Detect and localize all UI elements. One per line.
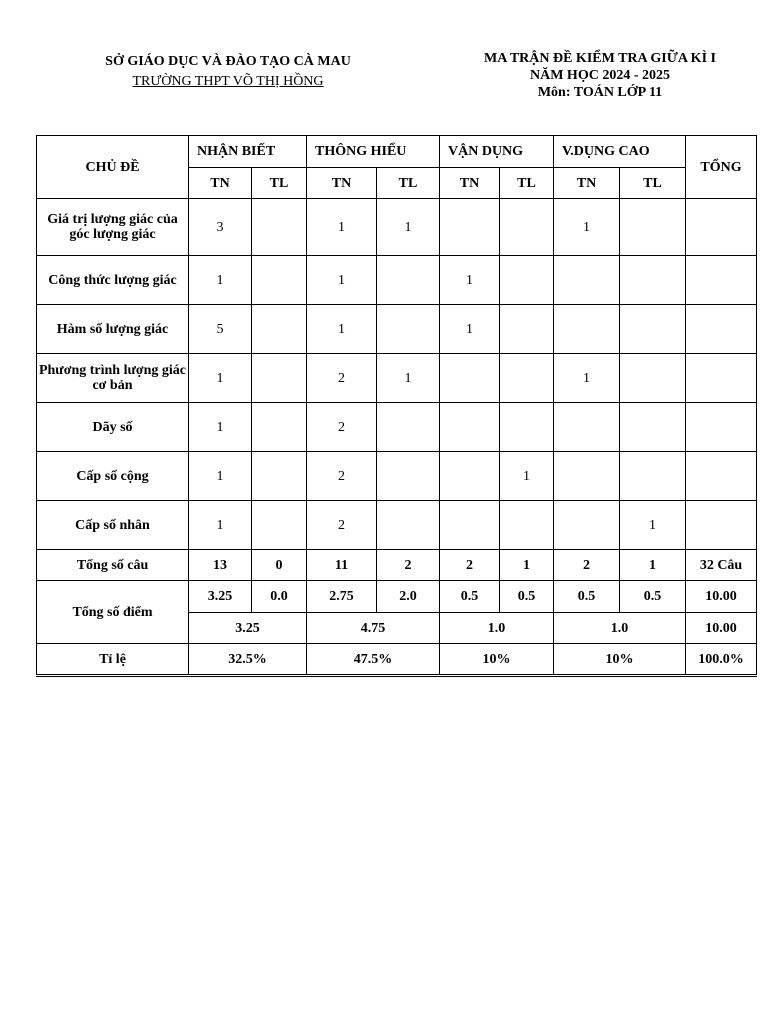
points-merged-cell: 4.75 (307, 613, 440, 644)
level-header-row (37, 136, 757, 168)
count-cell (440, 354, 500, 403)
count-cell (440, 403, 500, 452)
table-row (37, 354, 757, 403)
count-cell (252, 452, 307, 501)
count-cell: 1 (189, 501, 252, 550)
table-row (37, 199, 757, 256)
total-header: TỔNG (686, 136, 757, 199)
points-merged-cell: 1.0 (554, 613, 686, 644)
sub-header-tl: TL (500, 168, 554, 199)
points-cell: 2.75 (307, 581, 377, 613)
count-cell (377, 305, 440, 354)
exam-matrix-table (36, 135, 757, 677)
count-cell: 5 (189, 305, 252, 354)
level-header-application: VẬN DỤNG (440, 136, 554, 168)
count-cell: 1 (189, 256, 252, 305)
table-row (37, 452, 757, 501)
count-cell: 1 (500, 452, 554, 501)
count-cell: 1 (189, 354, 252, 403)
table-row (37, 501, 757, 550)
count-cell (252, 354, 307, 403)
points-cell: 0.5 (440, 581, 500, 613)
count-cell (554, 305, 620, 354)
document-title: MA TRẬN ĐỀ KIỂM TRA GIỮA KÌ I (484, 51, 716, 66)
sub-header-tn: TN (307, 168, 377, 199)
count-cell: 1 (307, 199, 377, 256)
count-cell: 1 (440, 305, 500, 354)
count-cell (620, 256, 686, 305)
total-questions-cell: 2 (440, 550, 500, 581)
header-left (80, 53, 376, 91)
count-cell: 3 (189, 199, 252, 256)
total-questions-cell: 1 (500, 550, 554, 581)
ratio-cell: 10% (554, 644, 686, 676)
count-cell (500, 305, 554, 354)
total-questions-cell: 32 Câu (686, 550, 757, 581)
subject: Môn: TOÁN LỚP 11 (537, 85, 663, 100)
topic-cell: Hàm số lượng giác (37, 305, 189, 354)
points-merged-cell: 3.25 (189, 613, 307, 644)
count-cell: 1 (307, 256, 377, 305)
school-year: NĂM HỌC 2024 - 2025 (530, 68, 670, 83)
count-cell (377, 256, 440, 305)
count-cell (554, 501, 620, 550)
count-cell (554, 256, 620, 305)
total-points-row (37, 581, 757, 613)
total-questions-cell: 2 (554, 550, 620, 581)
total-questions-cell: 1 (620, 550, 686, 581)
count-cell (554, 403, 620, 452)
sub-header-tn: TN (554, 168, 620, 199)
topic-cell: Cấp số nhân (37, 501, 189, 550)
topic-cell: Công thức lượng giác (37, 256, 189, 305)
count-cell (686, 199, 757, 256)
sub-header-tl: TL (620, 168, 686, 199)
points-cell: 0.5 (620, 581, 686, 613)
count-cell: 1 (620, 501, 686, 550)
count-cell (620, 199, 686, 256)
table-row (37, 305, 757, 354)
count-cell: 1 (554, 354, 620, 403)
count-cell (620, 305, 686, 354)
count-cell (377, 403, 440, 452)
count-cell (686, 452, 757, 501)
total-questions-label: Tổng số câu (37, 550, 189, 581)
count-cell: 1 (189, 452, 252, 501)
count-cell (554, 452, 620, 501)
count-cell (440, 452, 500, 501)
count-cell: 2 (307, 501, 377, 550)
points-cell: 0.0 (252, 581, 307, 613)
count-cell (500, 403, 554, 452)
sub-header-tn: TN (440, 168, 500, 199)
ratio-cell: 100.0% (686, 644, 757, 676)
count-cell: 1 (307, 305, 377, 354)
ratio-cell: 32.5% (189, 644, 307, 676)
points-merged-cell: 10.00 (686, 613, 757, 644)
points-cell: 2.0 (377, 581, 440, 613)
count-cell: 2 (307, 354, 377, 403)
points-cell: 0.5 (554, 581, 620, 613)
count-cell (500, 501, 554, 550)
total-questions-cell: 13 (189, 550, 252, 581)
count-cell (377, 501, 440, 550)
topic-header: CHỦ ĐỀ (37, 136, 189, 199)
points-merged-cell: 1.0 (440, 613, 554, 644)
sub-header-tn: TN (189, 168, 252, 199)
ratio-row (37, 644, 757, 676)
count-cell: 1 (440, 256, 500, 305)
count-cell (252, 501, 307, 550)
school-name: TRƯỜNG THPT VÕ THỊ HỒNG (132, 74, 324, 89)
ratio-label: Tỉ lệ (37, 644, 189, 676)
count-cell: 1 (377, 354, 440, 403)
points-cell: 3.25 (189, 581, 252, 613)
points-cell: 10.00 (686, 581, 757, 613)
sub-header-tl: TL (252, 168, 307, 199)
total-questions-cell: 0 (252, 550, 307, 581)
topic-cell: Phương trình lượng giác cơ bản (37, 354, 189, 403)
points-cell: 0.5 (500, 581, 554, 613)
total-questions-cell: 2 (377, 550, 440, 581)
count-cell: 1 (189, 403, 252, 452)
count-cell: 2 (307, 403, 377, 452)
level-header-understanding: THÔNG HIỂU (307, 136, 440, 168)
count-cell (620, 403, 686, 452)
table-row (37, 256, 757, 305)
total-questions-row (37, 550, 757, 581)
topic-cell: Giá trị lượng giác của góc lượng giác (37, 199, 189, 256)
count-cell (500, 199, 554, 256)
topic-cell: Cấp số cộng (37, 452, 189, 501)
count-cell (252, 256, 307, 305)
count-cell (686, 305, 757, 354)
header-right (452, 50, 748, 101)
count-cell (252, 199, 307, 256)
count-cell: 1 (377, 199, 440, 256)
sub-header-tl: TL (377, 168, 440, 199)
table-row (37, 403, 757, 452)
count-cell (686, 354, 757, 403)
department-name: SỞ GIÁO DỤC VÀ ĐÀO TẠO CÀ MAU (105, 54, 351, 69)
count-cell (620, 452, 686, 501)
count-cell (377, 452, 440, 501)
ratio-cell: 10% (440, 644, 554, 676)
ratio-cell: 47.5% (307, 644, 440, 676)
count-cell (252, 305, 307, 354)
count-cell (500, 354, 554, 403)
count-cell (686, 403, 757, 452)
total-points-label: Tổng số điểm (37, 581, 189, 644)
level-header-advanced-application: V.DỤNG CAO (554, 136, 686, 168)
count-cell (440, 501, 500, 550)
count-cell: 1 (554, 199, 620, 256)
count-cell (686, 501, 757, 550)
count-cell (252, 403, 307, 452)
level-header-recognition: NHẬN BIẾT (189, 136, 307, 168)
total-questions-cell: 11 (307, 550, 377, 581)
count-cell (686, 256, 757, 305)
count-cell (500, 256, 554, 305)
count-cell (620, 354, 686, 403)
count-cell: 2 (307, 452, 377, 501)
count-cell (440, 199, 500, 256)
topic-cell: Dãy số (37, 403, 189, 452)
